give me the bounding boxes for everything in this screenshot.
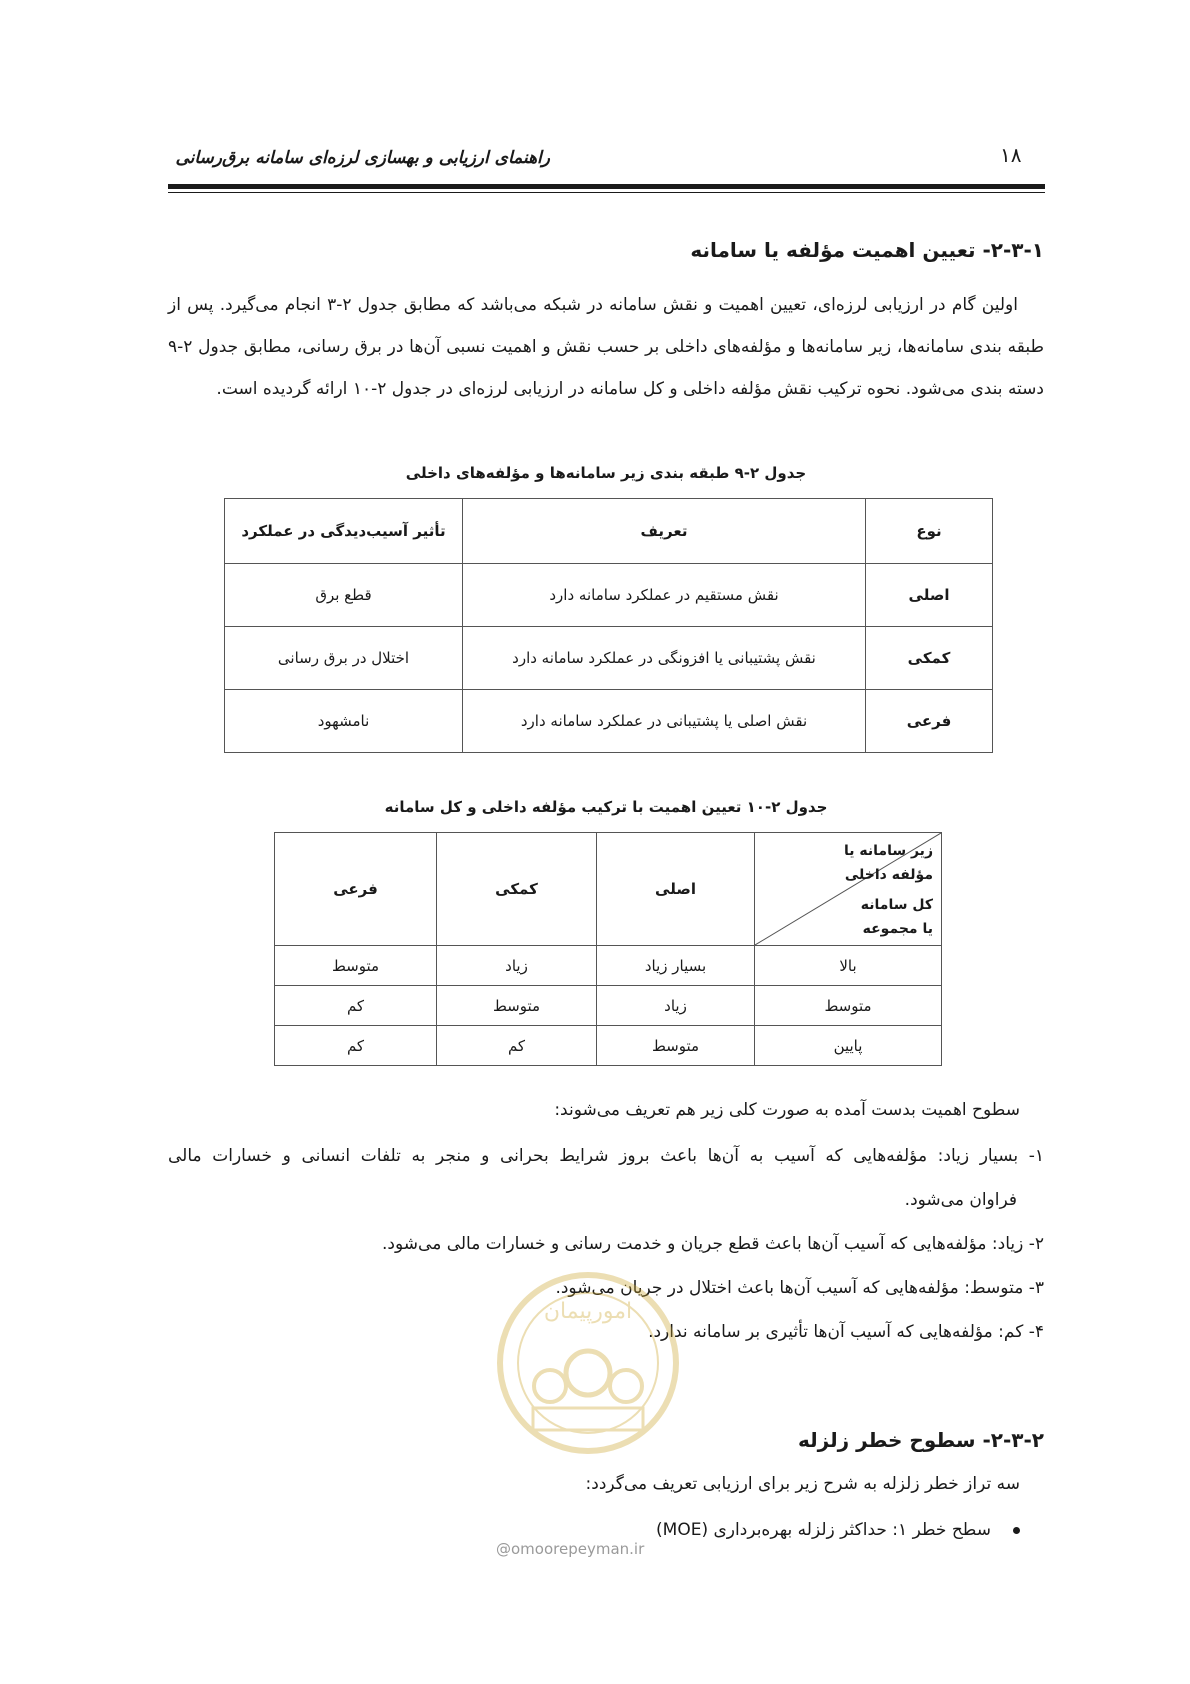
table-cell: زیاد [597, 986, 755, 1026]
level-item-4: ۴- کم: مؤلفه‌هایی که آسیب آن‌ها تأثیری بر سامانه ندارد. [648, 1322, 1044, 1342]
table-cell: بسیار زیاد [597, 946, 755, 986]
corner-top-line: مؤلفه داخلی [844, 867, 933, 883]
section-heading-importance: ۲-۳-۱- تعیین اهمیت مؤلفه یا سامانه [690, 238, 1044, 262]
table-row [225, 690, 993, 753]
watermark-text: @omoorepeyman.ir [496, 1540, 645, 1558]
seal-text: امورپیمان [543, 1299, 633, 1324]
running-header-title: راهنمای ارزیابی و بهسازی لرزه‌ای سامانه برق‌رسانی [175, 148, 550, 168]
table-header-cell: فرعی [275, 833, 437, 946]
table-cell: نامشهود [225, 690, 463, 753]
table-header-cell: اصلی [597, 833, 755, 946]
table1-caption: جدول ۲-۹ طبقه بندی زیر سامانه‌ها و مؤلفه‌های داخلی [405, 464, 807, 482]
header-rule-thin [168, 192, 1045, 193]
table-cell: فرعی [866, 690, 993, 753]
table-row [225, 627, 993, 690]
table2-caption: جدول ۲-۱۰ تعیین اهمیت با ترکیب مؤلفه داخلی و کل سامانه [384, 798, 828, 816]
corner-bottom-label [861, 893, 933, 941]
section-heading-hazard-levels: ۲-۳-۲- سطوح خطر زلزله [798, 1428, 1044, 1452]
classification-table [224, 498, 993, 753]
corner-bottom-line: یا مجموعه [862, 921, 933, 937]
corner-top-label [844, 839, 933, 887]
hazard-bullet-1 [656, 1520, 1020, 1540]
table-cell: زیاد [437, 946, 597, 986]
level-item-1: ۱- بسیار زیاد: مؤلفه‌هایی که آسیب به آن‌ها باعث بروز شرایط بحرانی و منجر به تلفات انسانی و خسارات مالی [168, 1146, 1044, 1166]
importance-combination-table [274, 832, 942, 1066]
table-cell: اختلال در برق رسانی [225, 627, 463, 690]
table-cell: کمکی [866, 627, 993, 690]
table-cell: اصلی [866, 564, 993, 627]
section-paragraph-importance [168, 284, 1044, 410]
table-cell: نقش اصلی یا پشتیبانی در عملکرد سامانه دارد [463, 690, 866, 753]
corner-bottom-line: کل سامانه [860, 897, 933, 913]
table-header-cell: تأثیر آسیب‌دیدگی در عملکرد [225, 499, 463, 564]
table-cell: نقش مستقیم در عملکرد سامانه دارد [463, 564, 866, 627]
table-cell: قطع برق [225, 564, 463, 627]
table-header-row [275, 833, 942, 946]
paragraph-text: اولین گام در ارزیابی لرزه‌ای، تعیین اهمیت و نقش سامانه در شبکه می‌باشد که مطابق جدول ۲-۳ انجام می‌گیرد. پس از طبقه بندی سامانه‌ها، زیر سامانه‌ها و مؤلفه‌های داخلی بر حسب نقش و اهمیت نسبی آن‌ها در برق رسانی، مطابق جدول ۲-۹ دسته بندی می‌شود. نحوه ترکیب نقش مؤلفه داخلی و کل سامانه در ارزیابی لرزه‌ای در جدول ۲-۱۰ ارائه گردیده است. [168, 295, 1044, 399]
table-header-cell: تعریف [463, 499, 866, 564]
watermark-seal [488, 1268, 688, 1458]
table-cell: متوسط [437, 986, 597, 1026]
hazard-intro: سه تراز خطر زلزله به شرح زیر برای ارزیابی تعریف می‌گردد: [585, 1474, 1020, 1494]
page-number: ۱۸ [1000, 143, 1022, 167]
table-cell: متوسط [755, 986, 942, 1026]
table-row [275, 1026, 942, 1066]
level-item-1-cont: فراوان می‌شود. [904, 1190, 1017, 1210]
level-item-3: ۳- متوسط: مؤلفه‌هایی که آسیب آن‌ها باعث اختلال در جریان می‌شود. [555, 1278, 1044, 1298]
table-header-row [225, 499, 993, 564]
table-row [225, 564, 993, 627]
level-item-2: ۲- زیاد: مؤلفه‌هایی که آسیب آن‌ها باعث قطع جریان و خدمت رسانی و خسارات مالی می‌شود. [382, 1234, 1044, 1254]
table-header-cell: کمکی [437, 833, 597, 946]
table-cell: کم [275, 986, 437, 1026]
corner-top-line: زیر سامانه یا [844, 843, 933, 859]
levels-intro: سطوح اهمیت بدست آمده به صورت کلی زیر هم تعریف می‌شوند: [554, 1100, 1020, 1120]
hazard-bullet-text: سطح خطر ۱: حداکثر زلزله بهره‌برداری (MOE) [656, 1520, 991, 1540]
table-cell: نقش پشتیبانی یا افزونگی در عملکرد سامانه دارد [463, 627, 866, 690]
table-row [275, 946, 942, 986]
bullet-icon [1013, 1527, 1020, 1534]
table-cell: متوسط [275, 946, 437, 986]
table-row [275, 986, 942, 1026]
table-cell: متوسط [597, 1026, 755, 1066]
table-cell: کم [275, 1026, 437, 1066]
diagonal-corner-cell [755, 833, 942, 946]
table-cell: کم [437, 1026, 597, 1066]
table-header-cell: نوع [866, 499, 993, 564]
table-cell: پایین [755, 1026, 942, 1066]
header-rule-thick [168, 184, 1045, 189]
table-cell: بالا [755, 946, 942, 986]
